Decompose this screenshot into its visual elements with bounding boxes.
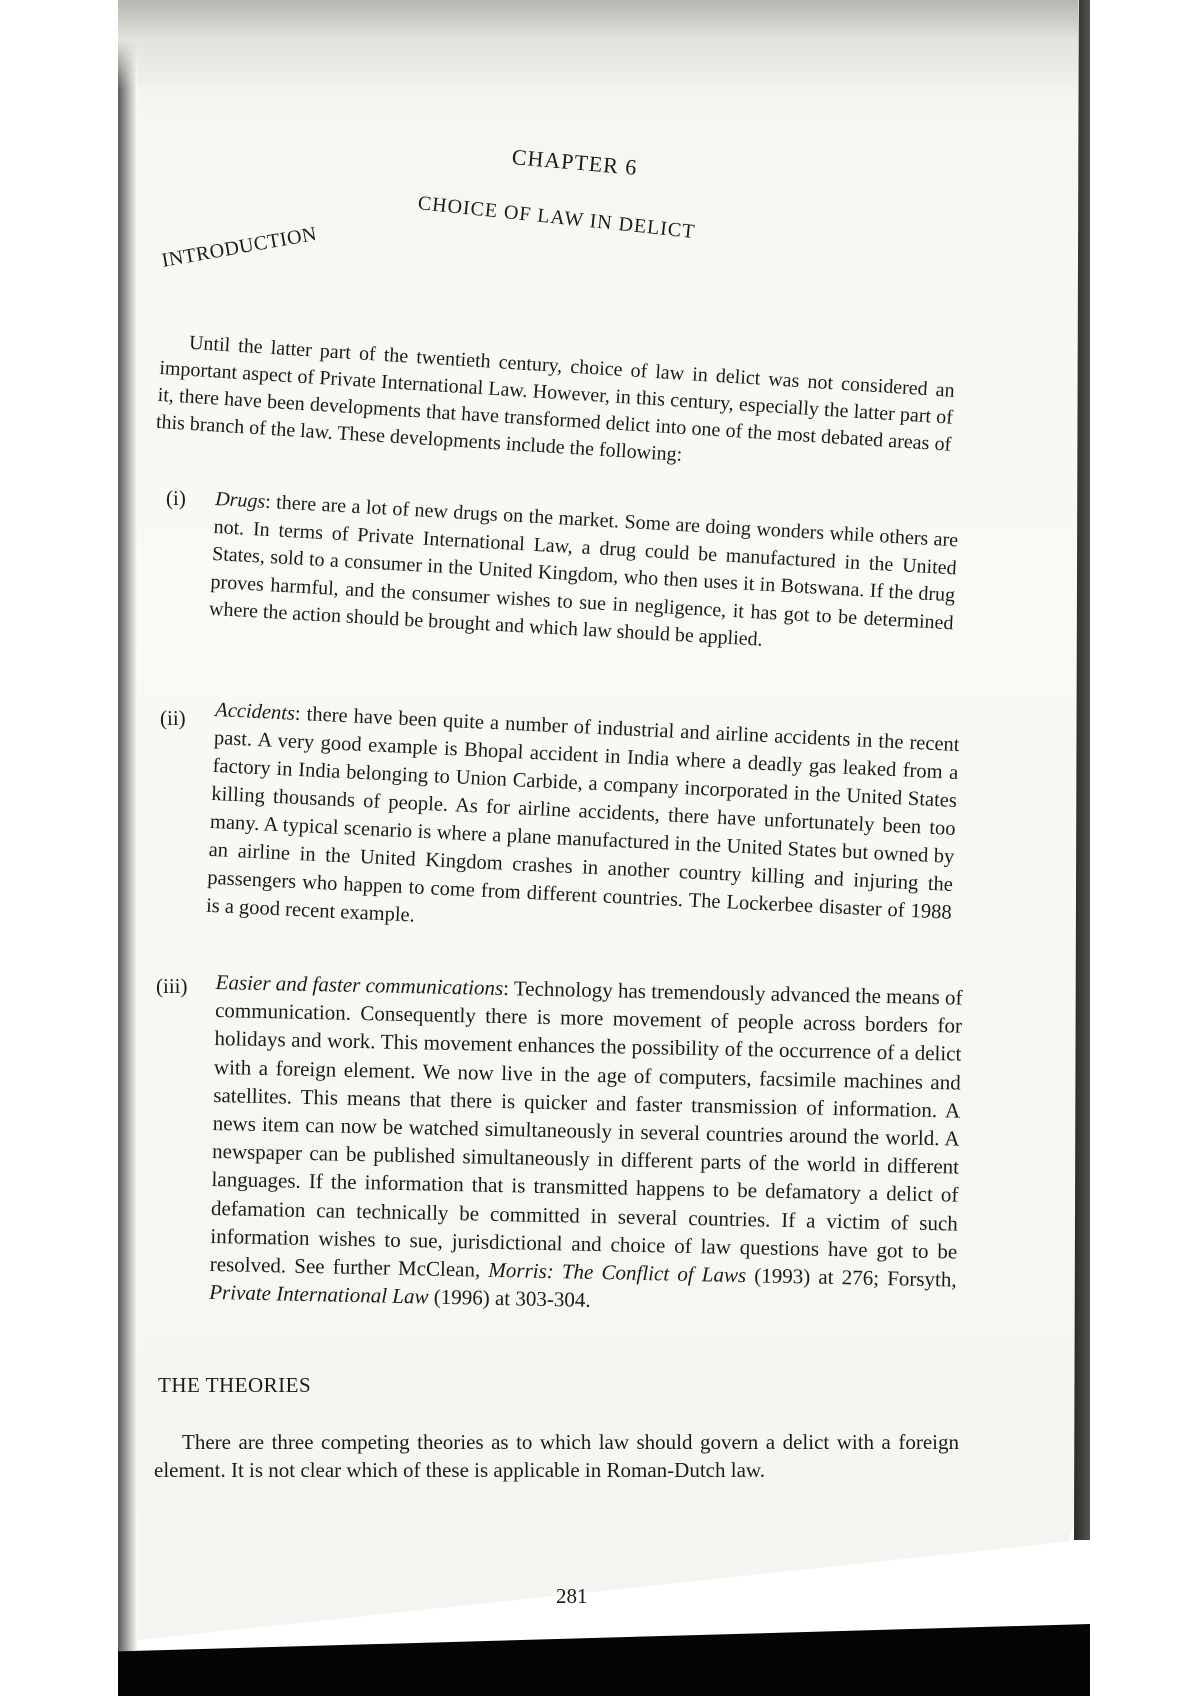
introduction-heading: INTRODUCTION	[160, 222, 319, 272]
citation-title-morris: Morris: The Conflict of Laws	[488, 1257, 747, 1288]
chapter-number: CHAPTER 6	[510, 144, 639, 180]
scan-top-shadow	[118, 0, 1078, 90]
item-label-drugs: Drugs	[214, 487, 266, 513]
item-text-drugs: : there are a lot of new drugs on the market. Some are doing wonders while others are not. In terms of Private International Law, a drug could be manufactured in the United States, sold to a consumer in the United Kingdom, who then uses it in Botswana. If the drug proves harmful, and the consumer wishes to sue in negligence, it has got to be determined where the action should be brought and which law should be applied.	[208, 490, 959, 651]
item-text-accidents: : there have been quite a number of industrial and airline accidents in the recent past. A very good example is Bhopal accident in India where a deadly gas leaked from a factory in India belonging to Union Carbide, a company incorporated in the United States killing thousands of people. As for airline accidents, there have unfortunately been too many. A typical scenario is where a plane manufactured in the United States but owned by an airline in the United Kingdom crashes in another country killing and injuring the passengers who happen to come from different countries. The Lockerbee disaster of 1988 is a good recent example.	[205, 702, 961, 927]
chapter-title: CHOICE OF LAW IN DELICT	[416, 192, 697, 244]
item-label-communications: Easier and faster communications	[215, 969, 504, 1001]
item-label-accidents: Accidents	[214, 698, 296, 725]
list-item-communications	[209, 968, 963, 1322]
list-number-drugs: (i)	[166, 486, 186, 510]
citation-title-forsyth: Private International Law	[208, 1280, 429, 1309]
scan-binding-shadow	[118, 0, 138, 1696]
list-number-accidents: (ii)	[160, 706, 186, 730]
item-text-communications: : Technology has tremendously advanced the means of communication. Consequently there is more movement of people across borders for holidays and work. This movement enhances the possibility of the occurrence of a delict with a foreign element. We now live in the age of computers, facsimile machines and satellites. This means that there is quicker and faster transmission of information. A news item can now be watched simultaneously in several countries around the world. A newspaper can be published simultaneously in different parts of the world in different languages. If the information that is transmitted happens to be defamatory a delict of defamation can technically be committed in several countries. If a victim of such information wishes to sue, jurisdictional and choice of law questions have got to be resolved. See further McClean,	[209, 976, 963, 1282]
scan-bottom-shadow	[118, 1624, 1090, 1696]
page-number: 281	[556, 1584, 588, 1608]
list-number-communications: (iii)	[156, 974, 188, 998]
list-item-accidents	[205, 696, 960, 955]
citation-rest-forsyth: (1996) at 303-304.	[428, 1284, 591, 1313]
introduction-paragraph: Until the latter part of the twentieth century, choice of law in delict was not considered an important aspect of Private International Law. However, in this century, especially the latter part of it, there have been developments that have transformed delict into one of the most debated areas of this branch of the law. These developments include the following:	[155, 331, 956, 466]
theories-paragraph: There are three competing theories as to which law should govern a delict with a foreign element. It is not clear which of these is applicable in Roman-Dutch law.	[154, 1430, 959, 1482]
theories-heading: THE THEORIES	[158, 1373, 312, 1397]
citation-rest-morris: (1993) at 276; Forsyth,	[745, 1263, 957, 1292]
